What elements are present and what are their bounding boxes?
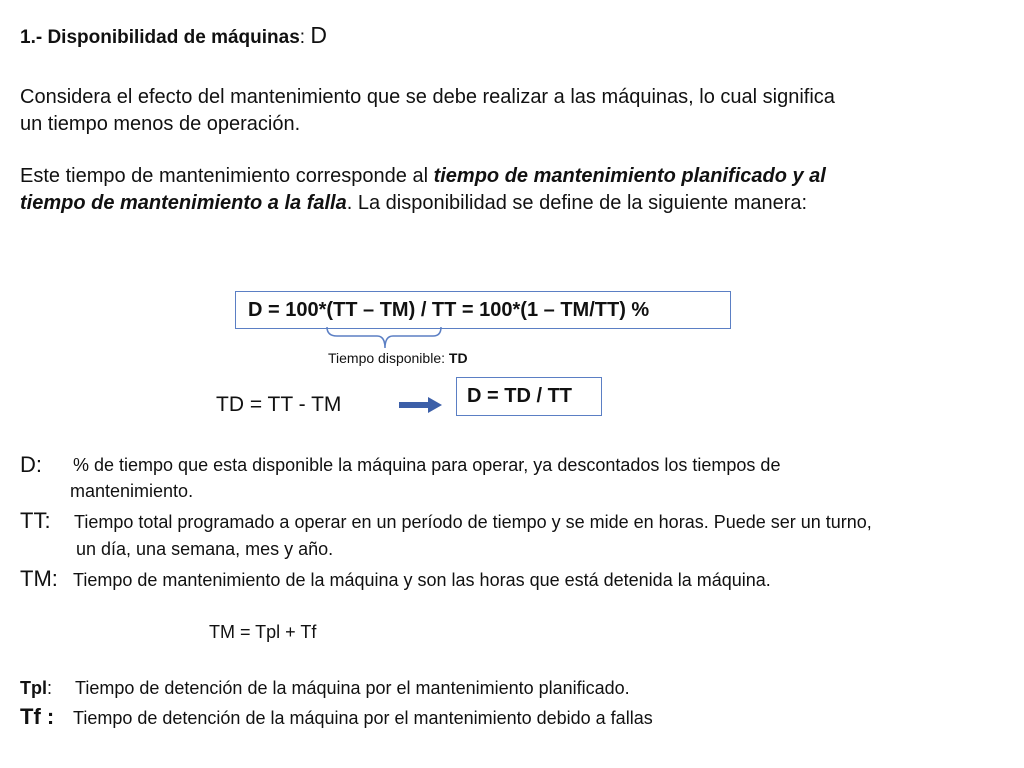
definition-tm: [20, 566, 58, 592]
definition-d-line-2: mantenimiento.: [70, 481, 194, 501]
curly-brace-icon: [325, 326, 445, 352]
definition-tt: [20, 508, 51, 534]
definition-tm-line-1: Tiempo de mantenimiento de la máquina y son las horas que está detenida la máquina.: [73, 570, 771, 590]
definition-tf-text: Tiempo de detención de la máquina por el mantenimiento debido a fallas: [73, 708, 653, 728]
definition-tt-line-2: un día, una semana, mes y año.: [76, 539, 334, 559]
definition-tpl-text: Tiempo de detención de la máquina por el mantenimiento planificado.: [75, 678, 630, 698]
definition-d-term: D: [20, 452, 36, 477]
definition-tf: [20, 704, 54, 730]
definition-tf-sep: :: [40, 704, 55, 729]
paragraph-2-plain-2: . La disponibilidad se define de la siguiente manera:: [346, 192, 808, 214]
paragraph-2: [20, 163, 826, 217]
paragraph-1-line-2: un tiempo menos de operación.: [20, 113, 301, 135]
title-prefix: 1.- Disponibilidad de máquinas: [20, 27, 300, 48]
paragraph-2-line-1: [20, 163, 826, 190]
definition-tm-term: TM: [20, 566, 52, 591]
td-equation: TD = TT - TM: [216, 393, 342, 416]
brace-label-text: Tiempo disponible:: [328, 350, 449, 366]
definition-tpl: [20, 678, 52, 699]
definition-d-line-1: % de tiempo que esta disponible la máquina para operar, ya descontados los tiempos de: [73, 455, 781, 475]
d-equation-box: D = TD / TT: [456, 377, 602, 416]
definition-d: [20, 452, 42, 478]
paragraph-2-plain-1: Este tiempo de mantenimiento corresponde al: [20, 165, 434, 187]
brace-label: [328, 350, 468, 366]
paragraph-1-line-1: Considera el efecto del mantenimiento que se debe realizar a las máquinas, lo cual significa: [20, 86, 835, 108]
right-arrow-icon: [398, 395, 444, 415]
paragraph-2-line-2: [20, 190, 826, 217]
tm-equation: TM = Tpl + Tf: [209, 622, 317, 642]
definition-d-sep: :: [35, 452, 43, 477]
availability-formula-box: D = 100*(TT – TM) / TT = 100*(1 – TM/TT) %: [235, 291, 731, 329]
definition-tt-term: TT: [20, 508, 45, 533]
paragraph-1: [20, 84, 835, 138]
definition-tf-term: Tf: [20, 704, 41, 729]
paragraph-2-emphasis-2: tiempo de mantenimiento a la falla: [20, 192, 347, 214]
definition-tpl-term: Tpl: [20, 678, 47, 698]
paragraph-2-emphasis-1: tiempo de mantenimiento planificado y al: [433, 165, 826, 187]
definition-tm-sep: :: [51, 566, 58, 591]
brace-label-bold: TD: [448, 350, 468, 366]
definition-tpl-sep: :: [47, 678, 53, 698]
definition-tt-line-1: Tiempo total programado a operar en un período de tiempo y se mide en horas. Puede ser un turno,: [74, 512, 872, 532]
title-colon: :: [299, 27, 311, 48]
definition-tt-sep: :: [44, 508, 51, 533]
title-letter: D: [310, 22, 327, 48]
slide-title: [20, 22, 327, 49]
